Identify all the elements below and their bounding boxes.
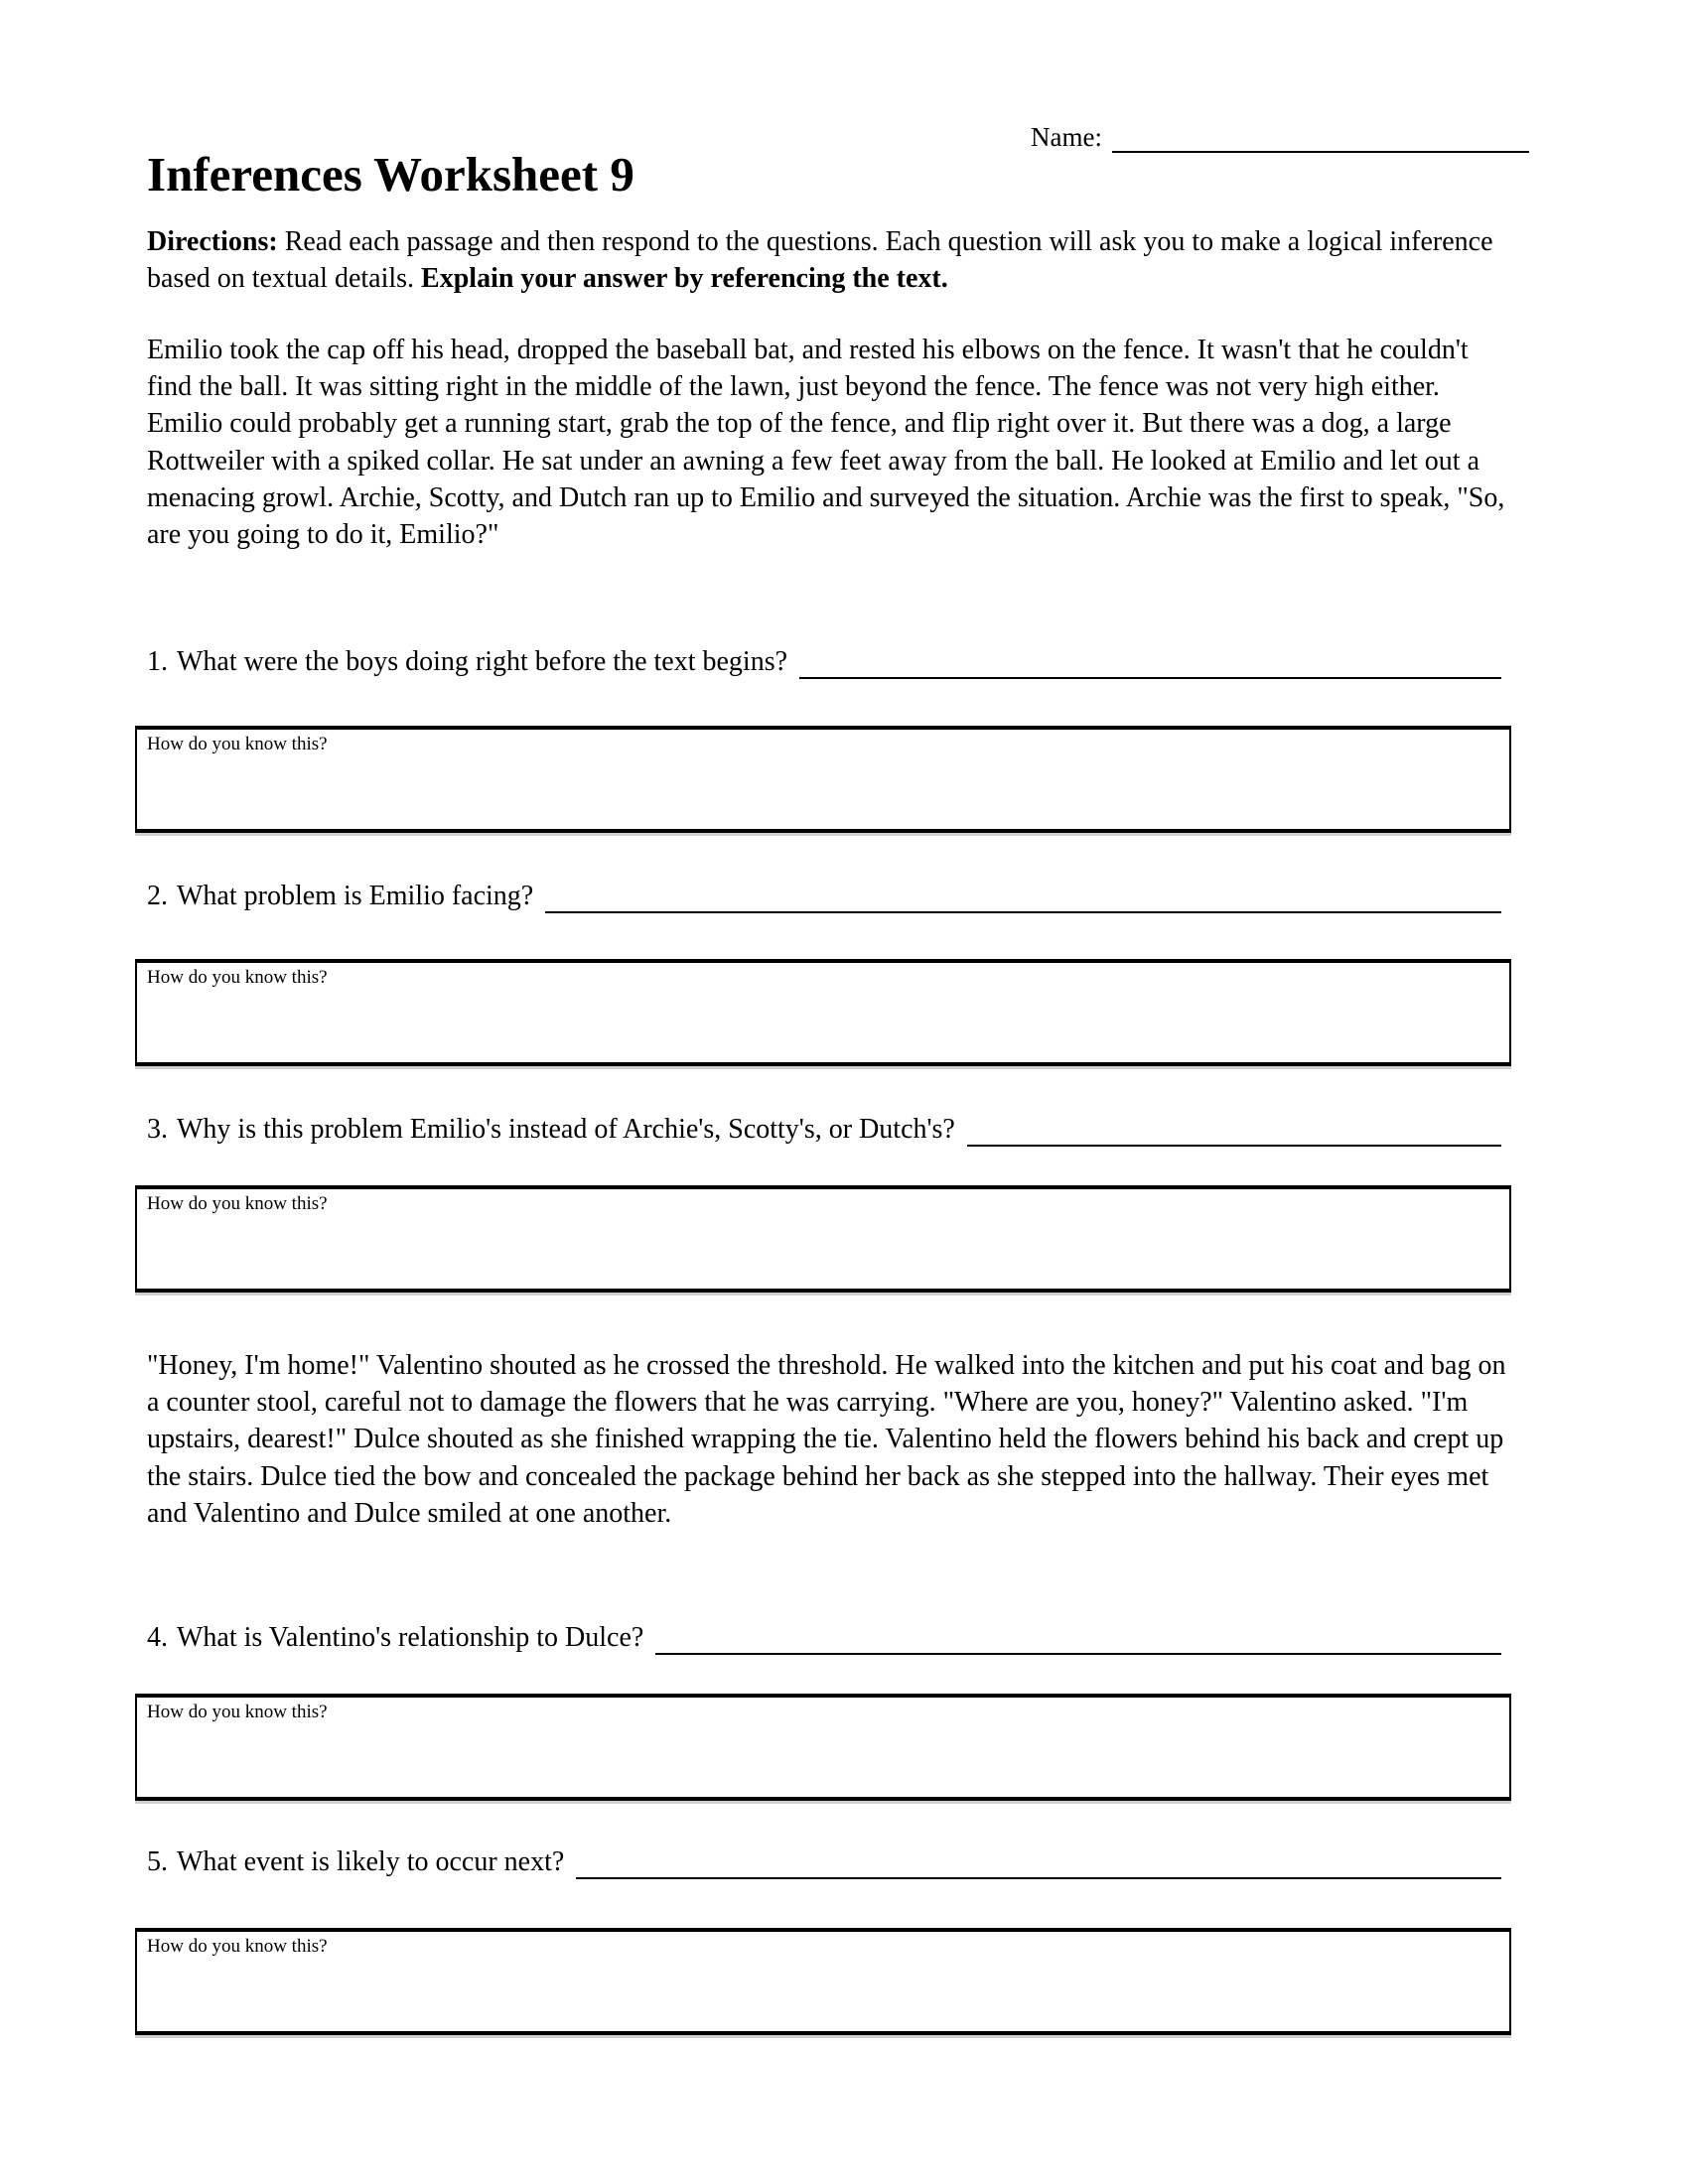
passage-1: Emilio took the cap off his head, dropped the baseball bat, and rested his elbows on the fence. It wasn't that he couldn't find the ball. It was sitting right in the middle of the lawn, just beyond the fence. The fence was not very high either. Emilio could probably get a running start, grab the top of the fence, and flip right over it. But there was a dog, a large Rottweiler with a spiked collar. He sat under an awning a few feet away from the ball. He looked at Emilio and let out a menacing growl. Archie, Scotty, and Dutch ran up to Emilio and surveyed the situation. Archie was the first to speak, "So, are you going to do it, Emilio?": [147, 335, 1505, 551]
answer-box-5-label: How do you know this?: [147, 1936, 328, 1957]
question-5-number: 5.: [147, 1846, 168, 1877]
directions-label: Directions:: [147, 226, 278, 257]
answer-box-2-label: How do you know this?: [147, 967, 328, 988]
name-fill-line[interactable]: [1112, 121, 1529, 153]
answer-box-4-label: How do you know this?: [147, 1702, 328, 1722]
question-3-answer-line[interactable]: [967, 1113, 1501, 1147]
question-5-text: What event is likely to occur next?: [177, 1846, 565, 1877]
question-3: [147, 1113, 1501, 1147]
page-title: Inferences Worksheet 9: [147, 147, 634, 202]
directions-text: Read each passage and then respond to the questions. Each question will ask you to make a logical inference based on textual details.: [147, 226, 1493, 294]
question-1-answer-line[interactable]: [799, 645, 1501, 679]
directions-emphasis: Explain your answer by referencing the text.: [421, 263, 948, 294]
question-1-text: What were the boys doing right before the text begins?: [177, 646, 788, 677]
question-2-text: What problem is Emilio facing?: [177, 881, 534, 911]
question-4-answer-line[interactable]: [655, 1621, 1501, 1655]
question-2: [147, 880, 1501, 913]
answer-box-2[interactable]: [135, 959, 1511, 1066]
question-4-text: What is Valentino's relationship to Dulce?: [177, 1622, 644, 1653]
question-4: [147, 1621, 1501, 1655]
name-label: Name:: [1031, 122, 1102, 152]
question-5-answer-line[interactable]: [576, 1845, 1501, 1879]
answer-box-3[interactable]: [135, 1185, 1511, 1293]
question-2-number: 2.: [147, 881, 168, 911]
question-3-text: Why is this problem Emilio's instead of Archie's, Scotty's, or Dutch's?: [177, 1114, 955, 1145]
name-row: [1031, 121, 1529, 153]
answer-box-1-label: How do you know this?: [147, 734, 328, 754]
answer-box-5[interactable]: [135, 1928, 1511, 2035]
question-4-number: 4.: [147, 1622, 168, 1653]
directions: [147, 223, 1512, 297]
question-5: [147, 1845, 1501, 1879]
question-3-number: 3.: [147, 1114, 168, 1145]
answer-box-3-label: How do you know this?: [147, 1193, 328, 1214]
question-2-answer-line[interactable]: [545, 880, 1501, 913]
question-1-number: 1.: [147, 646, 168, 677]
answer-box-1[interactable]: [135, 726, 1511, 833]
question-1: [147, 645, 1501, 679]
answer-box-4[interactable]: [135, 1694, 1511, 1801]
passage-2: "Honey, I'm home!" Valentino shouted as he crossed the threshold. He walked into the kitchen and put his coat and bag on a counter stool, careful not to damage the flowers that he was carrying. "Where are you, honey?" Valentino asked. "I'm upstairs, dearest!" Dulce shouted as she finished wrapping the tie. Valentino held the flowers behind his back and crept up the stairs. Dulce tied the bow and concealed the package behind her back as she stepped into the hallway. Their eyes met and Valentino and Dulce smiled at one another.: [147, 1350, 1506, 1529]
